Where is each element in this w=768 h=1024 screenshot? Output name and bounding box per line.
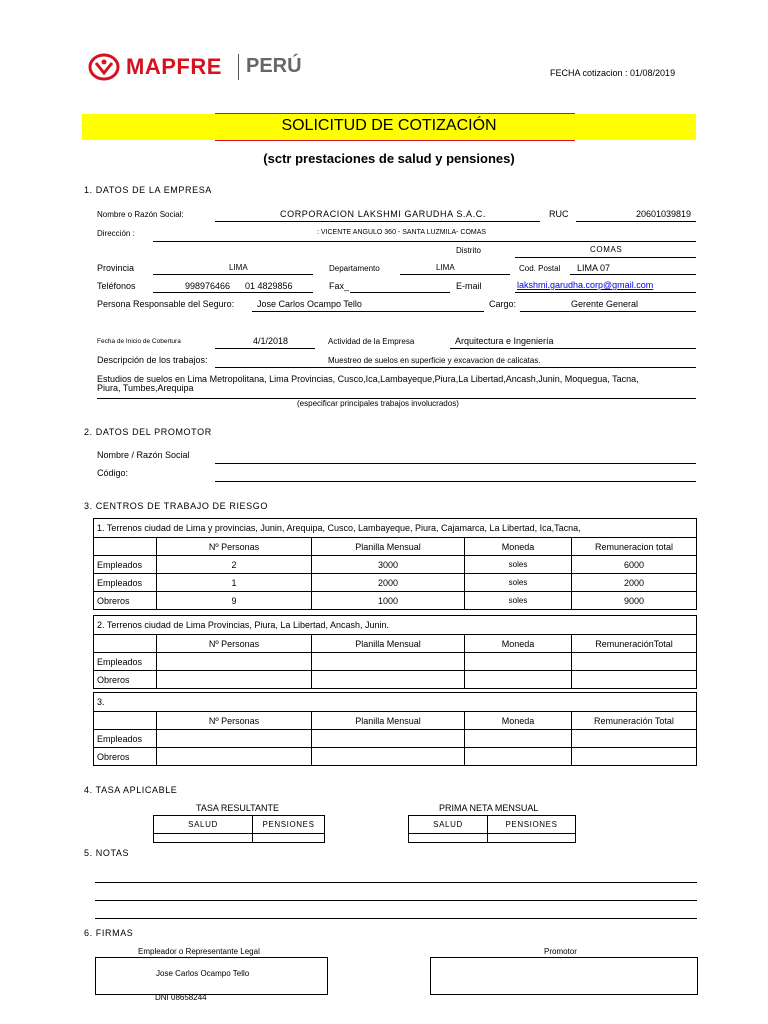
table-row: Empleados xyxy=(94,653,697,671)
direccion-line xyxy=(153,241,696,242)
cargo-line xyxy=(520,311,696,312)
empleador-name: Jose Carlos Ocampo Tello xyxy=(156,969,250,978)
col-personas: Nº Personas xyxy=(157,538,312,556)
tasa-resultante-label: TASA RESULTANTE xyxy=(196,803,280,813)
distrito-value: COMAS xyxy=(590,245,623,254)
centros-table-1 xyxy=(93,518,697,610)
brand-name: MAPFRE xyxy=(126,54,222,79)
provincia-label: Provincia xyxy=(97,263,135,273)
telefono-1: 998976466 xyxy=(185,281,231,291)
tasa-salud-header: SALUD xyxy=(154,816,253,834)
section-tasa-heading: 4. TASA APLICABLE xyxy=(84,785,178,795)
promotor-signature-box[interactable] xyxy=(430,957,698,995)
actividad-line xyxy=(450,348,696,349)
col-personas: Nº Personas xyxy=(157,635,312,653)
departamento-value: LIMA xyxy=(436,263,455,272)
page-title: SOLICITUD DE COTIZACIÓN xyxy=(281,117,497,134)
email-line xyxy=(515,292,696,293)
distrito-line xyxy=(515,257,696,258)
col-personas: Nº Personas xyxy=(157,712,312,730)
table-3-title: 3. xyxy=(94,693,697,712)
telefono-2: 01 4829856 xyxy=(245,281,293,291)
notas-line-1 xyxy=(95,882,697,883)
page-subtitle: (sctr prestaciones de salud y pensiones) xyxy=(263,151,515,166)
cargo-value: Gerente General xyxy=(571,299,639,309)
col-moneda: Moneda xyxy=(465,635,572,653)
prima-neta-label: PRIMA NETA MENSUAL xyxy=(439,803,539,813)
departamento-line xyxy=(400,274,510,275)
col-remuneracion: Remuneracion total xyxy=(572,538,697,556)
email-link[interactable]: lakshmi.garudha.corp@gmail.com xyxy=(517,280,654,290)
title-rule-top xyxy=(215,113,575,114)
telefonos-line xyxy=(153,292,313,293)
ruc-value: 20601039819 xyxy=(636,209,692,219)
section-centros-heading: 3. CENTROS DE TRABAJO DE RIESGO xyxy=(84,501,268,511)
cod-postal-value: LIMA 07 xyxy=(577,263,611,273)
promotor-nombre-line xyxy=(215,463,696,464)
fecha-cotizacion: FECHA cotizacion : 01/08/2019 xyxy=(550,68,676,78)
cod-postal-label: Cod. Postal xyxy=(519,264,561,273)
tasa-resultante-table xyxy=(153,815,325,843)
table-row: Empleados 2 3000 soles 6000 xyxy=(94,556,697,574)
responsable-line xyxy=(252,311,484,312)
centros-table-2 xyxy=(93,615,697,689)
ruc-line xyxy=(576,221,696,222)
responsable-label: Persona Responsable del Seguro: xyxy=(97,299,235,309)
title-rule-bottom xyxy=(215,140,575,141)
direccion-label: Dirección : xyxy=(97,229,135,238)
razon-social-value: CORPORACION LAKSHMI GARUDHA S.A.C. xyxy=(280,209,486,219)
ruc-label: RUC xyxy=(549,209,569,219)
fecha-inicio-line xyxy=(215,348,315,349)
notas-line-3 xyxy=(95,918,697,919)
telefonos-label: Teléfonos xyxy=(97,281,136,291)
table-row: Obreros 9 1000 soles 9000 xyxy=(94,592,697,610)
fecha-inicio-label: Fecha de Inicio de Cobertura xyxy=(97,338,181,345)
empleador-label: Empleador o Representante Legal xyxy=(138,947,260,956)
col-planilla: Planilla Mensual xyxy=(312,635,465,653)
fax-label: Fax_ xyxy=(329,281,350,291)
departamento-label: Departamento xyxy=(329,264,380,273)
actividad-value: Arquitectura e Ingeniería xyxy=(455,336,554,346)
section-empresa-heading: 1. DATOS DE LA EMPRESA xyxy=(84,185,212,195)
promotor-firma-label: Promotor xyxy=(544,947,577,956)
especificar-note: (especificar principales trabajos involucrados) xyxy=(297,399,459,408)
cod-postal-line xyxy=(570,274,696,275)
email-label: E-mail xyxy=(456,281,482,291)
descripcion-line xyxy=(215,367,696,368)
table-row: Empleados xyxy=(94,730,697,748)
fax-line xyxy=(350,292,450,293)
col-planilla: Planilla Mensual xyxy=(312,712,465,730)
table-1-title: 1. Terrenos ciudad de Lima y provincias, Junin, Arequipa, Cusco, Lambayeque, Piura, Cajamarca, La Libertad, Ica,Tacna, xyxy=(94,519,697,538)
brand-country: PERÚ xyxy=(246,55,302,77)
cargo-label: Cargo: xyxy=(489,299,517,309)
col-planilla: Planilla Mensual xyxy=(312,538,465,556)
mapfre-emblem-icon xyxy=(88,53,120,81)
prima-pensiones-header: PENSIONES xyxy=(488,816,576,834)
table-row: Empleados 1 2000 soles 2000 xyxy=(94,574,697,592)
notas-line-2 xyxy=(95,900,697,901)
provincia-value: LIMA xyxy=(229,263,248,272)
brand-divider xyxy=(238,54,239,80)
razon-social-label: Nombre o Razón Social: xyxy=(97,210,184,219)
empleador-dni: DNI 08658244 xyxy=(155,993,207,1002)
razon-social-line xyxy=(215,221,540,222)
promotor-codigo-line xyxy=(215,481,696,482)
distrito-label: Distrito xyxy=(456,246,481,255)
promotor-nombre-label: Nombre / Razón Social xyxy=(97,450,190,460)
section-promotor-heading: 2. DATOS DEL PROMOTOR xyxy=(84,427,212,437)
section-notas-heading: 5. NOTAS xyxy=(84,848,130,858)
table-row: Obreros xyxy=(94,671,697,689)
centros-table-3 xyxy=(93,692,697,766)
estudios-line-2: Piura, Tumbes,Arequipa xyxy=(97,383,194,393)
col-moneda: Moneda xyxy=(465,712,572,730)
tasa-pensiones-header: PENSIONES xyxy=(253,816,325,834)
actividad-label: Actividad de la Empresa xyxy=(328,337,415,346)
col-remuneracion: Remuneración Total xyxy=(572,712,697,730)
descripcion-value: Muestreo de suelos en superficie y excavacion de calicatas. xyxy=(328,356,541,365)
fecha-inicio-value: 4/1/2018 xyxy=(253,336,289,346)
promotor-codigo-label: Código: xyxy=(97,468,129,478)
col-moneda: Moneda xyxy=(465,538,572,556)
responsable-value: Jose Carlos Ocampo Tello xyxy=(257,299,362,309)
prima-salud-header: SALUD xyxy=(409,816,488,834)
table-row: Obreros xyxy=(94,748,697,766)
descripcion-label: Descripción de los trabajos: xyxy=(97,355,208,365)
estudios-line-1: Estudios de suelos en Lima Metropolitana, Lima Provincias, Cusco,Ica,Lambayeque,Piura,La Libertad,Ancash,Junin, Moquegua, Tacna, xyxy=(97,374,639,384)
table-2-title: 2. Terrenos ciudad de Lima Provincias, Piura, La Libertad, Ancash, Junin. xyxy=(94,616,697,635)
mapfre-logo xyxy=(88,52,318,82)
direccion-value: : VICENTE ANGULO 360 - SANTA LUZMILA- COMAS xyxy=(317,229,487,236)
col-remuneracion: RemuneraciónTotal xyxy=(572,635,697,653)
prima-neta-table xyxy=(408,815,576,843)
provincia-line xyxy=(153,274,313,275)
section-firmas-heading: 6. FIRMAS xyxy=(84,928,134,938)
